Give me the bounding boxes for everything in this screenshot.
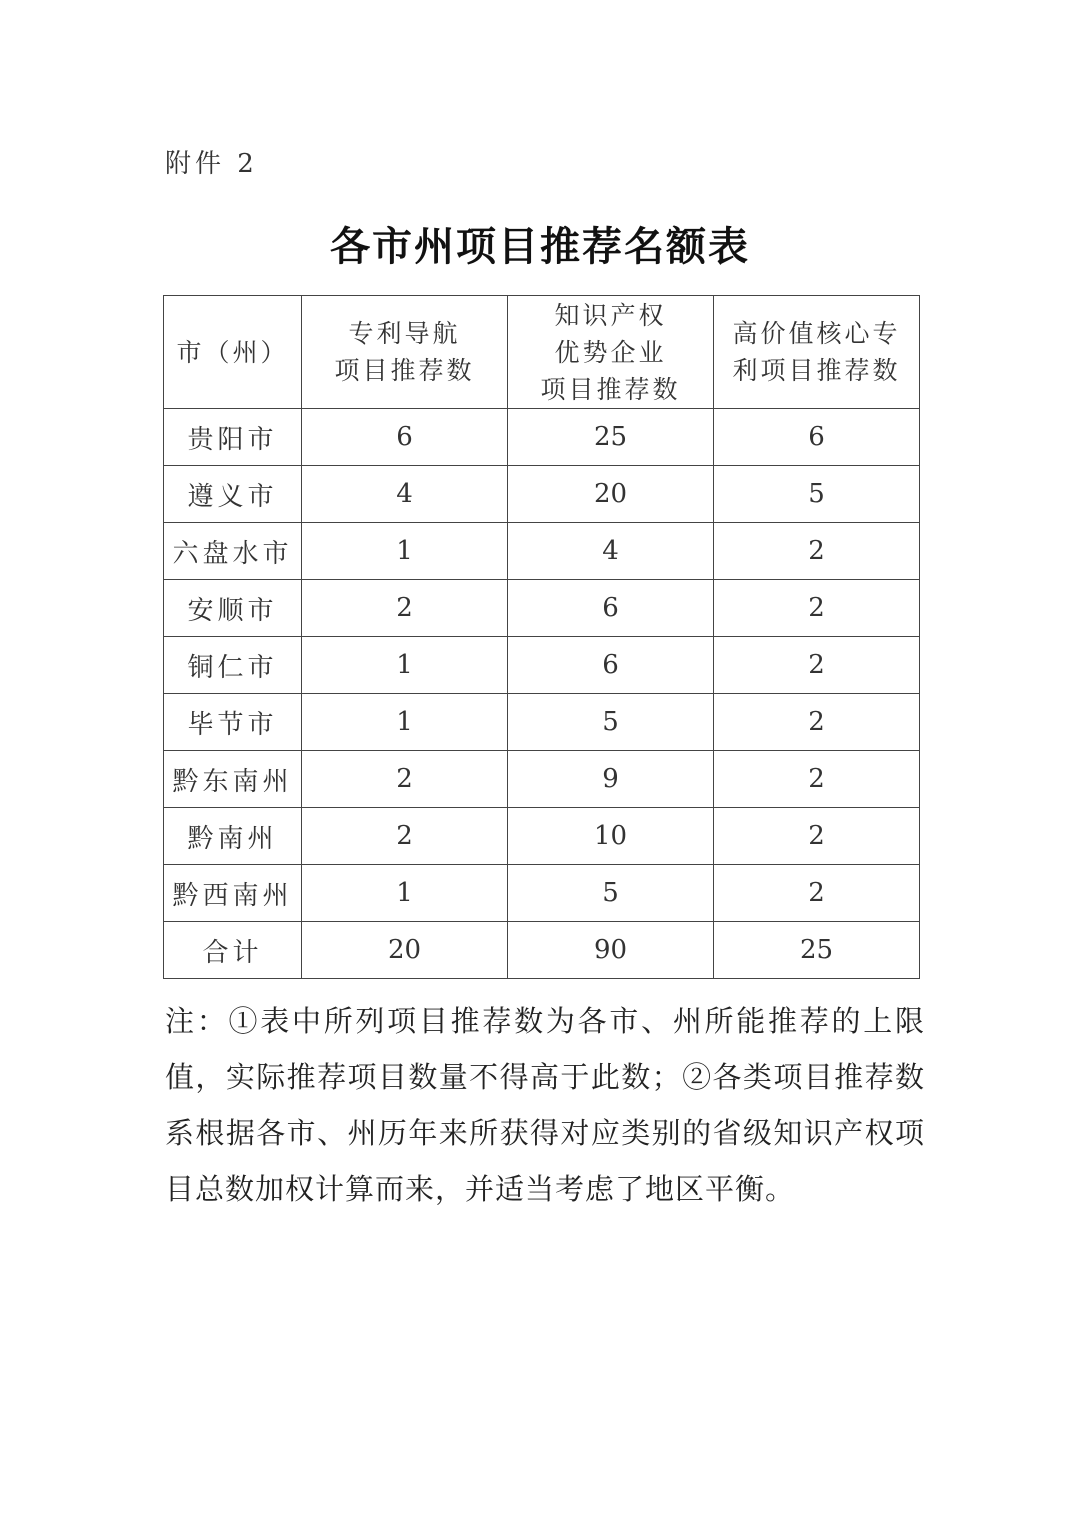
patent-nav-total-cell: 20 [302,922,508,979]
table-header-row [164,296,920,409]
ip-advantage-total-cell: 90 [508,922,714,979]
high-value-cell: 2 [714,865,920,922]
patent-nav-cell: 1 [302,637,508,694]
quota-table [163,295,920,979]
patent-nav-cell: 2 [302,751,508,808]
patent-nav-cell: 4 [302,466,508,523]
table-row [164,523,920,580]
patent-nav-cell: 1 [302,865,508,922]
high-value-cell: 2 [714,580,920,637]
high-value-cell: 2 [714,523,920,580]
header-patent-navigation [302,296,508,409]
table-total-row [164,922,920,979]
header-high-value-patent [714,296,920,409]
table-note: 注：①表中所列项目推荐数为各市、州所能推荐的上限值，实际推荐项目数量不得高于此数；②各类项目推荐数系根据各市、州历年来所获得对应类别的省级知识产权项目总数加权计算而来，并适当考虑了地区平衡。 [165,1004,925,1206]
patent-nav-cell: 2 [302,808,508,865]
table-row [164,808,920,865]
header-line: 高价值核心专 [732,319,901,348]
region-cell: 毕节市 [164,694,302,751]
total-label-cell: 合计 [164,922,302,979]
table-row [164,865,920,922]
patent-nav-cell: 2 [302,580,508,637]
table-row [164,637,920,694]
header-line: 优势企业 [554,337,667,367]
high-value-cell: 2 [714,751,920,808]
table-row [164,694,920,751]
high-value-total-cell: 25 [714,922,920,979]
page-title: 各市州项目推荐名额表 [330,224,750,270]
table-row [164,466,920,523]
region-cell: 黔西南州 [164,865,302,922]
header-region [164,296,302,409]
high-value-cell: 2 [714,694,920,751]
patent-nav-cell: 1 [302,694,508,751]
patent-nav-cell: 6 [302,409,508,466]
ip-advantage-cell: 9 [508,751,714,808]
patent-nav-cell: 1 [302,523,508,580]
ip-advantage-cell: 4 [508,523,714,580]
table-row [164,580,920,637]
high-value-cell: 2 [714,808,920,865]
header-line: 项目推荐数 [540,374,681,404]
ip-advantage-cell: 10 [508,808,714,865]
high-value-cell: 6 [714,409,920,466]
table-row [164,751,920,808]
header-line: 项目推荐数 [334,356,475,385]
header-line: 市（州） [176,337,289,367]
header-line: 知识产权 [554,300,667,330]
header-line: 利项目推荐数 [732,356,901,385]
table-row [164,409,920,466]
attachment-label: 附件 2 [165,149,258,179]
region-cell: 遵义市 [164,466,302,523]
ip-advantage-cell: 5 [508,865,714,922]
region-cell: 安顺市 [164,580,302,637]
region-cell: 铜仁市 [164,637,302,694]
ip-advantage-cell: 5 [508,694,714,751]
ip-advantage-cell: 20 [508,466,714,523]
ip-advantage-cell: 6 [508,637,714,694]
region-cell: 黔东南州 [164,751,302,808]
header-line: 专利导航 [348,319,461,348]
region-cell: 黔南州 [164,808,302,865]
high-value-cell: 5 [714,466,920,523]
ip-advantage-cell: 25 [508,409,714,466]
region-cell: 贵阳市 [164,409,302,466]
high-value-cell: 2 [714,637,920,694]
ip-advantage-cell: 6 [508,580,714,637]
region-cell: 六盘水市 [164,523,302,580]
header-ip-advantage-enterprise [508,296,714,409]
